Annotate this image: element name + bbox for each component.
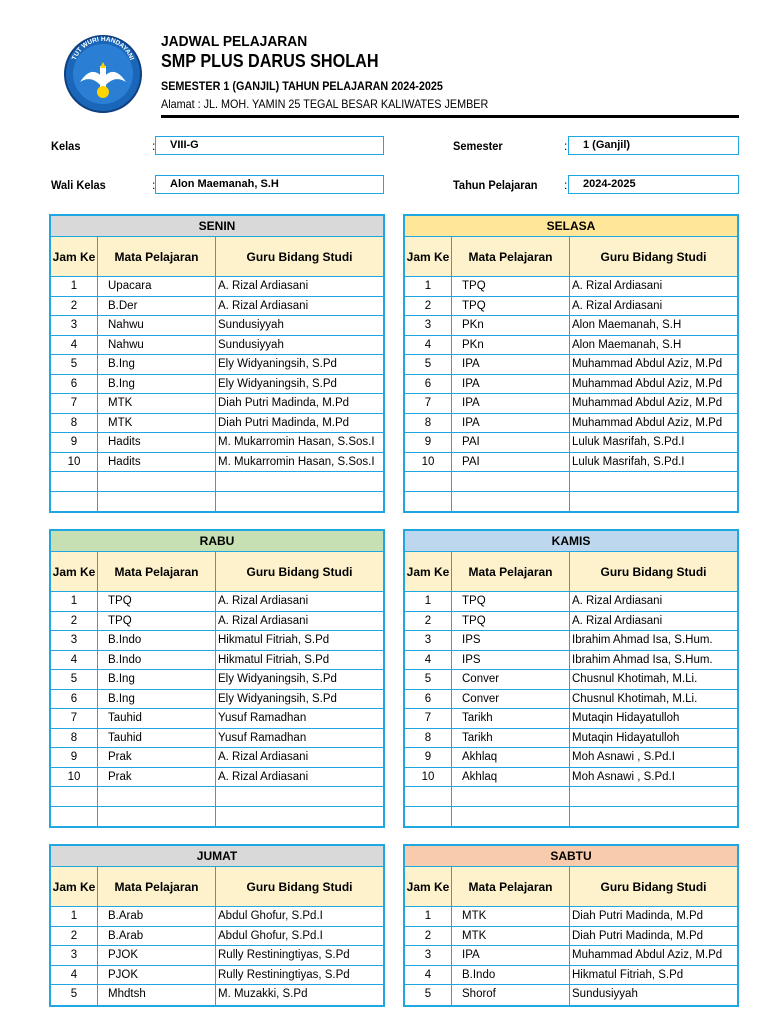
table-row (51, 612, 383, 632)
mapel-cell (452, 492, 570, 512)
table-row (405, 277, 737, 297)
mapel-cell: Akhlaq (452, 768, 570, 787)
guru-cell: M. Muzakki, S.Pd (218, 988, 308, 1000)
table-row (405, 612, 737, 632)
guru-cell: A. Rizal Ardiasani (218, 614, 309, 627)
column-header-jam: Jam Ke (51, 552, 98, 591)
column-header-mapel: Mata Pelajaran (452, 552, 570, 591)
mapel-cell (98, 807, 216, 827)
mapel-cell: Tauhid (98, 709, 216, 728)
column-headers (405, 552, 737, 592)
mapel-cell: Hadits (98, 433, 216, 452)
semester-colon: : (564, 139, 568, 153)
jam-cell (51, 787, 98, 806)
day-table-jumat (49, 844, 385, 1007)
table-row (51, 453, 383, 473)
table-row (405, 670, 737, 690)
day-table-sabtu (403, 844, 739, 1007)
tahun-pelajaran-label: Tahun Pelajaran (453, 178, 538, 192)
mapel-cell: PKn (452, 316, 570, 335)
table-row (51, 768, 383, 788)
table-row (51, 748, 383, 768)
table-row (51, 375, 383, 395)
jam-cell: 1 (405, 277, 452, 296)
guru-cell: Hikmatul Fitriah, S.Pd (218, 653, 330, 666)
mapel-cell: TPQ (452, 592, 570, 611)
jam-cell: 10 (405, 768, 452, 787)
column-header-jam: Jam Ke (51, 237, 98, 276)
guru-cell: Sundusiyyah (572, 988, 638, 1000)
mapel-cell: Shorof (452, 985, 570, 1005)
wali-kelas-field[interactable]: Alon Maemanah, S.H (155, 175, 384, 194)
mapel-cell: B.Ing (98, 375, 216, 394)
guru-cell: Luluk Masrifah, S.Pd.I (572, 455, 685, 468)
mapel-cell: MTK (98, 414, 216, 433)
column-header-jam: Jam Ke (405, 867, 452, 906)
mapel-cell: MTK (452, 927, 570, 946)
table-row (51, 433, 383, 453)
jam-cell: 5 (51, 670, 98, 689)
logo-text: TUT WURI HANDAYANI (70, 35, 136, 62)
jam-cell: 2 (405, 297, 452, 316)
mapel-cell: Mhdtsh (98, 985, 216, 1005)
column-header-mapel: Mata Pelajaran (452, 867, 570, 906)
table-row (405, 946, 737, 966)
guru-cell: Alon Maemanah, S.H (572, 338, 682, 351)
mapel-cell (452, 472, 570, 491)
mapel-cell (452, 787, 570, 806)
mapel-cell: IPA (452, 414, 570, 433)
table-row (405, 690, 737, 710)
table-row (51, 336, 383, 356)
table-row (405, 472, 737, 492)
jam-cell: 1 (405, 907, 452, 926)
mapel-cell: PJOK (98, 946, 216, 965)
mapel-cell: IPS (452, 631, 570, 650)
jam-cell: 8 (405, 729, 452, 748)
guru-cell: Sundusiyyah (218, 338, 284, 351)
guru-cell: Diah Putri Madinda, M.Pd (572, 929, 704, 942)
school-name: SMP PLUS DARUS SHOLAH (161, 51, 379, 71)
column-headers (51, 867, 383, 907)
mapel-cell: PJOK (98, 966, 216, 985)
guru-cell: Diah Putri Madinda, M.Pd (572, 910, 704, 922)
mapel-cell: Akhlaq (452, 748, 570, 767)
day-title: JUMAT (51, 846, 383, 867)
mapel-cell: B.Arab (98, 907, 216, 926)
guru-cell: Muhammad Abdul Aziz, M.Pd (572, 397, 723, 409)
table-row (405, 355, 737, 375)
jam-cell: 6 (51, 375, 98, 394)
column-header-guru: Guru Bidang Studi (246, 879, 353, 894)
mapel-cell: Nahwu (98, 336, 216, 355)
wali-kelas-colon: : (152, 178, 156, 192)
jam-cell: 3 (51, 316, 98, 335)
mapel-cell: TPQ (98, 612, 216, 631)
guru-cell: Hikmatul Fitriah, S.Pd (218, 634, 330, 646)
guru-cell: Yusuf Ramadhan (218, 712, 307, 724)
jam-cell: 9 (51, 433, 98, 452)
table-row (405, 316, 737, 336)
table-row (51, 787, 383, 807)
mapel-cell: B.Der (98, 297, 216, 316)
jam-cell: 9 (405, 433, 452, 452)
guru-cell (570, 472, 737, 491)
guru-cell: Ibrahim Ahmad Isa, S.Hum. (572, 653, 713, 666)
guru-cell: Abdul Ghofur, S.Pd.I (218, 910, 323, 922)
mapel-cell: IPA (452, 375, 570, 394)
mapel-cell: MTK (98, 394, 216, 413)
mapel-cell: Hadits (98, 453, 216, 472)
guru-cell (216, 492, 383, 512)
jam-cell: 8 (51, 729, 98, 748)
jam-cell: 6 (51, 690, 98, 709)
guru-cell: Mutaqin Hidayatulloh (572, 731, 680, 744)
guru-cell (216, 472, 383, 491)
tahun-pelajaran-field[interactable]: 2024-2025 (568, 175, 739, 194)
column-header-guru: Guru Bidang Studi (246, 249, 353, 264)
guru-cell: A. Rizal Ardiasani (218, 595, 309, 607)
guru-cell: Hikmatul Fitriah, S.Pd (572, 968, 684, 981)
guru-cell: Ely Widyaningsih, S.Pd (218, 358, 337, 370)
mapel-cell: TPQ (452, 297, 570, 316)
table-row (51, 631, 383, 651)
table-row (51, 394, 383, 414)
mapel-cell: B.Arab (98, 927, 216, 946)
jam-cell: 9 (405, 748, 452, 767)
jam-cell: 2 (405, 612, 452, 631)
kelas-field[interactable]: VIII-G (155, 136, 384, 155)
column-header-guru: Guru Bidang Studi (600, 249, 707, 264)
jam-cell: 9 (51, 748, 98, 767)
mapel-cell: Tarikh (452, 709, 570, 728)
column-header-jam: Jam Ke (51, 867, 98, 906)
guru-cell: A. Rizal Ardiasani (572, 280, 663, 292)
school-address: Alamat : JL. MOH. YAMIN 25 TEGAL BESAR KALIWATES JEMBER (161, 97, 489, 111)
table-row (405, 966, 737, 986)
mapel-cell: B.Ing (98, 670, 216, 689)
table-row (51, 472, 383, 492)
column-headers (51, 237, 383, 277)
table-row (51, 592, 383, 612)
guru-cell: Mutaqin Hidayatulloh (572, 712, 680, 724)
table-row (405, 651, 737, 671)
jam-cell: 5 (51, 985, 98, 1005)
jam-cell: 2 (405, 927, 452, 946)
day-table-senin (49, 214, 385, 513)
mapel-cell: B.Indo (98, 631, 216, 650)
mapel-cell: B.Ing (98, 690, 216, 709)
day-title: SABTU (405, 846, 737, 867)
guru-cell: Muhammad Abdul Aziz, M.Pd (572, 416, 723, 429)
jam-cell (405, 787, 452, 806)
guru-cell: Rully Restiningtiyas, S.Pd (218, 949, 350, 961)
guru-cell: A. Rizal Ardiasani (572, 595, 663, 607)
guru-cell: Muhammad Abdul Aziz, M.Pd (572, 377, 723, 390)
jam-cell: 5 (51, 355, 98, 374)
table-row (51, 690, 383, 710)
jam-cell: 7 (51, 394, 98, 413)
jam-cell: 1 (405, 592, 452, 611)
column-header-mapel: Mata Pelajaran (98, 552, 216, 591)
table-row (405, 768, 737, 788)
kelas-colon: : (152, 139, 156, 153)
mapel-cell: B.Indo (452, 966, 570, 985)
guru-cell: M. Mukarromin Hasan, S.Sos.I (218, 455, 375, 468)
semester-line: SEMESTER 1 (GANJIL) TAHUN PELAJARAN 2024-2025 (161, 79, 443, 93)
table-row (405, 631, 737, 651)
mapel-cell: Upacara (98, 277, 216, 296)
table-row (405, 375, 737, 395)
table-row (405, 414, 737, 434)
table-row (405, 592, 737, 612)
jam-cell: 5 (405, 355, 452, 374)
table-row (405, 748, 737, 768)
table-row (405, 433, 737, 453)
table-row (51, 807, 383, 827)
jam-cell: 8 (405, 414, 452, 433)
column-header-mapel: Mata Pelajaran (98, 237, 216, 276)
guru-cell: M. Mukarromin Hasan, S.Sos.I (218, 436, 375, 448)
table-row (405, 985, 737, 1005)
mapel-cell: Prak (98, 768, 216, 787)
guru-cell: Ely Widyaningsih, S.Pd (218, 692, 337, 705)
jam-cell: 3 (51, 946, 98, 965)
mapel-cell: Conver (452, 690, 570, 709)
jam-cell: 4 (405, 651, 452, 670)
column-header-guru: Guru Bidang Studi (600, 564, 707, 579)
day-title: RABU (51, 531, 383, 552)
column-header-guru: Guru Bidang Studi (600, 879, 707, 894)
jam-cell: 1 (51, 277, 98, 296)
table-row (51, 651, 383, 671)
table-row (51, 709, 383, 729)
guru-cell: A. Rizal Ardiasani (218, 280, 309, 292)
mapel-cell (452, 807, 570, 827)
jam-cell: 4 (405, 336, 452, 355)
jam-cell (405, 472, 452, 491)
jam-cell: 5 (405, 985, 452, 1005)
table-row (405, 729, 737, 749)
jam-cell (51, 492, 98, 512)
day-table-selasa (403, 214, 739, 513)
guru-cell: Chusnul Khotimah, M.Li. (572, 673, 698, 685)
jam-cell: 4 (51, 651, 98, 670)
table-row (51, 966, 383, 986)
guru-cell: Diah Putri Madinda, M.Pd (218, 397, 350, 409)
jam-cell: 1 (51, 592, 98, 611)
mapel-cell (98, 472, 216, 491)
mapel-cell: IPA (452, 355, 570, 374)
guru-cell (216, 807, 383, 827)
mapel-cell: TPQ (98, 592, 216, 611)
mapel-cell: Tauhid (98, 729, 216, 748)
jam-cell: 3 (405, 316, 452, 335)
table-row (405, 336, 737, 356)
guru-cell: Chusnul Khotimah, M.Li. (572, 692, 698, 705)
guru-cell: Luluk Masrifah, S.Pd.I (572, 436, 685, 448)
jam-cell: 1 (51, 907, 98, 926)
jam-cell: 6 (405, 375, 452, 394)
guru-cell: Ely Widyaningsih, S.Pd (218, 673, 337, 685)
mapel-cell: TPQ (452, 612, 570, 631)
guru-cell (216, 787, 383, 806)
jam-cell: 2 (51, 927, 98, 946)
guru-cell: Moh Asnawi , S.Pd.I (572, 751, 675, 763)
mapel-cell: B.Ing (98, 355, 216, 374)
mapel-cell: PAI (452, 453, 570, 472)
page-title: JADWAL PELAJARAN (161, 33, 308, 50)
table-row (51, 729, 383, 749)
jam-cell: 7 (405, 709, 452, 728)
day-title: SELASA (405, 216, 737, 237)
jam-cell: 5 (405, 670, 452, 689)
mapel-cell: Tarikh (452, 729, 570, 748)
jam-cell: 3 (405, 631, 452, 650)
jam-cell: 4 (51, 966, 98, 985)
guru-cell: A. Rizal Ardiasani (218, 751, 309, 763)
jam-cell: 2 (51, 612, 98, 631)
table-row (51, 927, 383, 947)
header-divider (161, 115, 739, 118)
jam-cell: 7 (405, 394, 452, 413)
jam-cell: 10 (405, 453, 452, 472)
mapel-cell: Conver (452, 670, 570, 689)
mapel-cell (98, 492, 216, 512)
table-row (51, 670, 383, 690)
table-row (405, 927, 737, 947)
mapel-cell (98, 787, 216, 806)
guru-cell: Muhammad Abdul Aziz, M.Pd (572, 358, 723, 370)
mapel-cell: IPA (452, 946, 570, 965)
jam-cell: 8 (51, 414, 98, 433)
table-row (51, 297, 383, 317)
jam-cell: 4 (405, 966, 452, 985)
guru-cell: A. Rizal Ardiasani (572, 299, 663, 312)
mapel-cell: IPA (452, 394, 570, 413)
tahun-pelajaran-colon: : (564, 178, 568, 192)
column-header-guru: Guru Bidang Studi (246, 564, 353, 579)
column-header-jam: Jam Ke (405, 552, 452, 591)
guru-cell: A. Rizal Ardiasani (218, 770, 309, 783)
table-row (51, 492, 383, 512)
day-title: KAMIS (405, 531, 737, 552)
guru-cell: Muhammad Abdul Aziz, M.Pd (572, 949, 723, 961)
column-header-mapel: Mata Pelajaran (98, 867, 216, 906)
table-row (51, 946, 383, 966)
mapel-cell: IPS (452, 651, 570, 670)
table-row (405, 787, 737, 807)
jam-cell (51, 472, 98, 491)
table-row (51, 316, 383, 336)
table-row (51, 414, 383, 434)
kelas-label: Kelas (51, 139, 81, 153)
jam-cell: 2 (51, 297, 98, 316)
table-row (405, 453, 737, 473)
wali-kelas-label: Wali Kelas (51, 178, 106, 192)
mapel-cell: MTK (452, 907, 570, 926)
mapel-cell: PKn (452, 336, 570, 355)
column-headers (405, 237, 737, 277)
table-row (51, 277, 383, 297)
jam-cell: 3 (51, 631, 98, 650)
table-row (405, 807, 737, 827)
guru-cell: Ely Widyaningsih, S.Pd (218, 377, 337, 390)
column-headers (51, 552, 383, 592)
column-header-jam: Jam Ke (405, 237, 452, 276)
jam-cell: 4 (51, 336, 98, 355)
table-row (405, 907, 737, 927)
jam-cell (405, 492, 452, 512)
mapel-cell: TPQ (452, 277, 570, 296)
jam-cell: 6 (405, 690, 452, 709)
guru-cell: Yusuf Ramadhan (218, 731, 307, 744)
jam-cell: 7 (51, 709, 98, 728)
table-row (51, 355, 383, 375)
mapel-cell: B.Indo (98, 651, 216, 670)
table-row (51, 907, 383, 927)
jam-cell: 10 (51, 453, 98, 472)
table-row (405, 709, 737, 729)
jam-cell: 10 (51, 768, 98, 787)
jam-cell (51, 807, 98, 827)
day-table-kamis (403, 529, 739, 828)
guru-cell (570, 807, 737, 827)
jam-cell (405, 807, 452, 827)
jam-cell: 3 (405, 946, 452, 965)
mapel-cell: Nahwu (98, 316, 216, 335)
mapel-cell: PAI (452, 433, 570, 452)
guru-cell (570, 787, 737, 806)
guru-cell: Sundusiyyah (218, 319, 284, 331)
tut-wuri-handayani-logo (58, 34, 148, 114)
guru-cell: Diah Putri Madinda, M.Pd (218, 416, 350, 429)
semester-label: Semester (453, 139, 503, 153)
column-headers (405, 867, 737, 907)
guru-cell: Alon Maemanah, S.H (572, 319, 682, 331)
table-row (405, 394, 737, 414)
mapel-cell: Prak (98, 748, 216, 767)
guru-cell: Abdul Ghofur, S.Pd.I (218, 929, 323, 942)
guru-cell: Ibrahim Ahmad Isa, S.Hum. (572, 634, 713, 646)
table-row (405, 297, 737, 317)
semester-field[interactable]: 1 (Ganjil) (568, 136, 739, 155)
table-row (51, 985, 383, 1005)
day-title: SENIN (51, 216, 383, 237)
guru-cell: Moh Asnawi , S.Pd.I (572, 770, 675, 783)
guru-cell (570, 492, 737, 512)
table-row (405, 492, 737, 512)
day-table-rabu (49, 529, 385, 828)
guru-cell: A. Rizal Ardiasani (218, 299, 309, 312)
guru-cell: A. Rizal Ardiasani (572, 614, 663, 627)
column-header-mapel: Mata Pelajaran (452, 237, 570, 276)
guru-cell: Rully Restiningtiyas, S.Pd (218, 968, 350, 981)
